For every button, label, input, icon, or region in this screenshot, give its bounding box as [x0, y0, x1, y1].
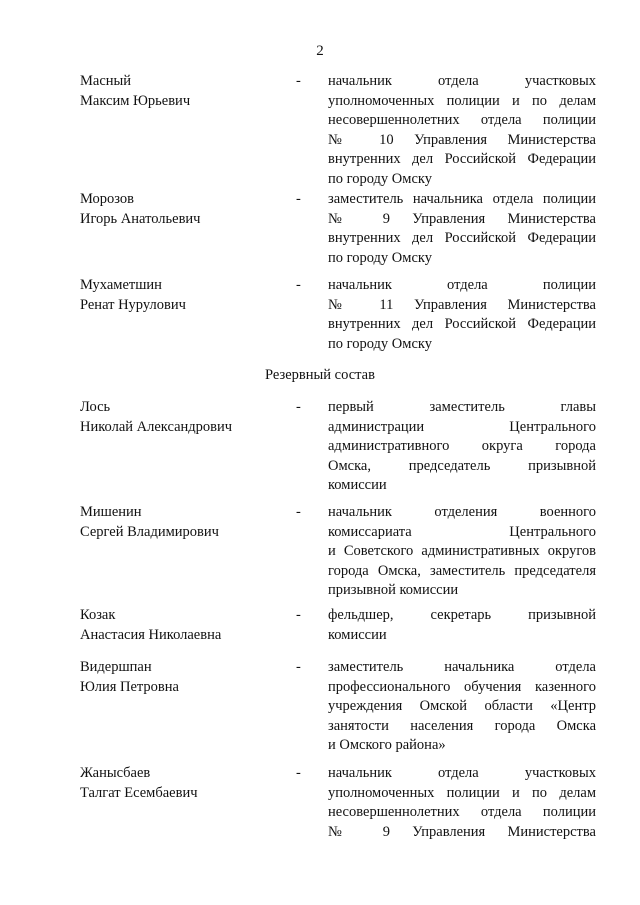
- member-position: [328, 764, 596, 842]
- page-number: 2: [316, 43, 324, 59]
- member-given-names: Юлия Петровна: [80, 678, 179, 695]
- dash-separator: -: [296, 765, 301, 781]
- position-line: комиссии: [328, 477, 387, 493]
- position-line: Омска, председатель призывной: [328, 457, 596, 474]
- dash-separator: -: [296, 659, 301, 675]
- position-line: комиссии: [328, 626, 387, 643]
- member-name: [80, 606, 280, 645]
- position-line: внутренних дел Российской Федерации: [328, 316, 596, 332]
- member-position: [328, 398, 596, 496]
- position-line: административного округа города: [328, 438, 596, 454]
- member-name: [80, 398, 280, 437]
- member-surname: Морозов: [80, 191, 135, 207]
- member-surname: Масный: [80, 73, 132, 89]
- member-position: [328, 503, 596, 601]
- position-line: и Омского района»: [328, 737, 446, 753]
- position-line: призывной комиссии: [328, 582, 459, 598]
- member-position: [328, 72, 596, 189]
- member-position: [328, 606, 596, 645]
- member-name: [80, 503, 280, 542]
- position-line: по городу Омску: [328, 249, 432, 266]
- dash-separator: -: [296, 399, 301, 415]
- position-line: несовершеннолетних отдела полиции: [328, 804, 596, 820]
- member-name: [80, 72, 280, 111]
- member-name: [80, 658, 280, 697]
- position-line: уполномоченных полиции и по делам: [328, 92, 596, 109]
- position-line: начальник отделения военного: [328, 504, 596, 520]
- member-given-names: Игорь Анатольевич: [80, 210, 201, 227]
- position-line: № 9 Управления Министерства: [328, 823, 596, 840]
- position-line: внутренних дел Российской Федерации: [328, 151, 596, 167]
- member-surname: Лось: [80, 399, 111, 415]
- position-line: заместитель начальника отдела: [328, 659, 596, 675]
- member-name: [80, 190, 280, 229]
- position-line: города Омска, заместитель председателя: [328, 562, 596, 579]
- position-line: первый заместитель главы: [328, 399, 596, 415]
- member-surname: Видершпан: [80, 659, 152, 675]
- member-given-names: Талгат Есембаевич: [80, 784, 198, 801]
- position-line: начальник отдела участковых: [328, 765, 596, 781]
- position-line: и Советского административных округов: [328, 543, 596, 559]
- position-line: № 9 Управления Министерства: [328, 210, 596, 227]
- member-position: [328, 658, 596, 756]
- position-line: несовершеннолетних отдела полиции: [328, 112, 596, 128]
- dash-separator: -: [296, 191, 301, 207]
- dash-separator: -: [296, 73, 301, 89]
- position-line: по городу Омску: [328, 170, 432, 187]
- position-line: администрации Центрального: [328, 418, 596, 435]
- member-given-names: Анастасия Николаевна: [80, 626, 222, 643]
- position-line: фельдшер, секретарь призывной: [328, 607, 596, 623]
- member-surname: Жанысбаев: [80, 765, 151, 781]
- member-name: [80, 276, 280, 315]
- member-position: [328, 190, 596, 268]
- position-line: начальник отдела полиции: [328, 277, 596, 293]
- member-surname: Мишенин: [80, 504, 142, 520]
- member-given-names: Максим Юрьевич: [80, 92, 191, 109]
- member-given-names: Ренат Нурулович: [80, 296, 186, 313]
- position-line: уполномоченных полиции и по делам: [328, 784, 596, 801]
- position-line: заместитель начальника отдела полиции: [328, 191, 596, 207]
- position-line: № 10 Управления Министерства: [328, 131, 596, 148]
- position-line: комиссариата Центрального: [328, 523, 596, 540]
- dash-separator: -: [296, 277, 301, 293]
- member-surname: Козак: [80, 607, 116, 623]
- position-line: профессионального обучения казенного: [328, 678, 596, 695]
- position-line: № 11 Управления Министерства: [328, 296, 596, 313]
- member-given-names: Сергей Владимирович: [80, 523, 219, 540]
- position-line: по городу Омску: [328, 335, 432, 352]
- section-title-reserve: Резервный состав: [265, 367, 375, 383]
- dash-separator: -: [296, 504, 301, 520]
- dash-separator: -: [296, 607, 301, 623]
- member-name: [80, 764, 280, 803]
- member-position: [328, 276, 596, 354]
- member-given-names: Николай Александрович: [80, 418, 233, 435]
- position-line: учреждения Омской области «Центр: [328, 698, 596, 714]
- position-line: внутренних дел Российской Федерации: [328, 230, 596, 246]
- member-surname: Мухаметшин: [80, 277, 162, 293]
- position-line: начальник отдела участковых: [328, 73, 596, 89]
- position-line: занятости населения города Омска: [328, 717, 596, 734]
